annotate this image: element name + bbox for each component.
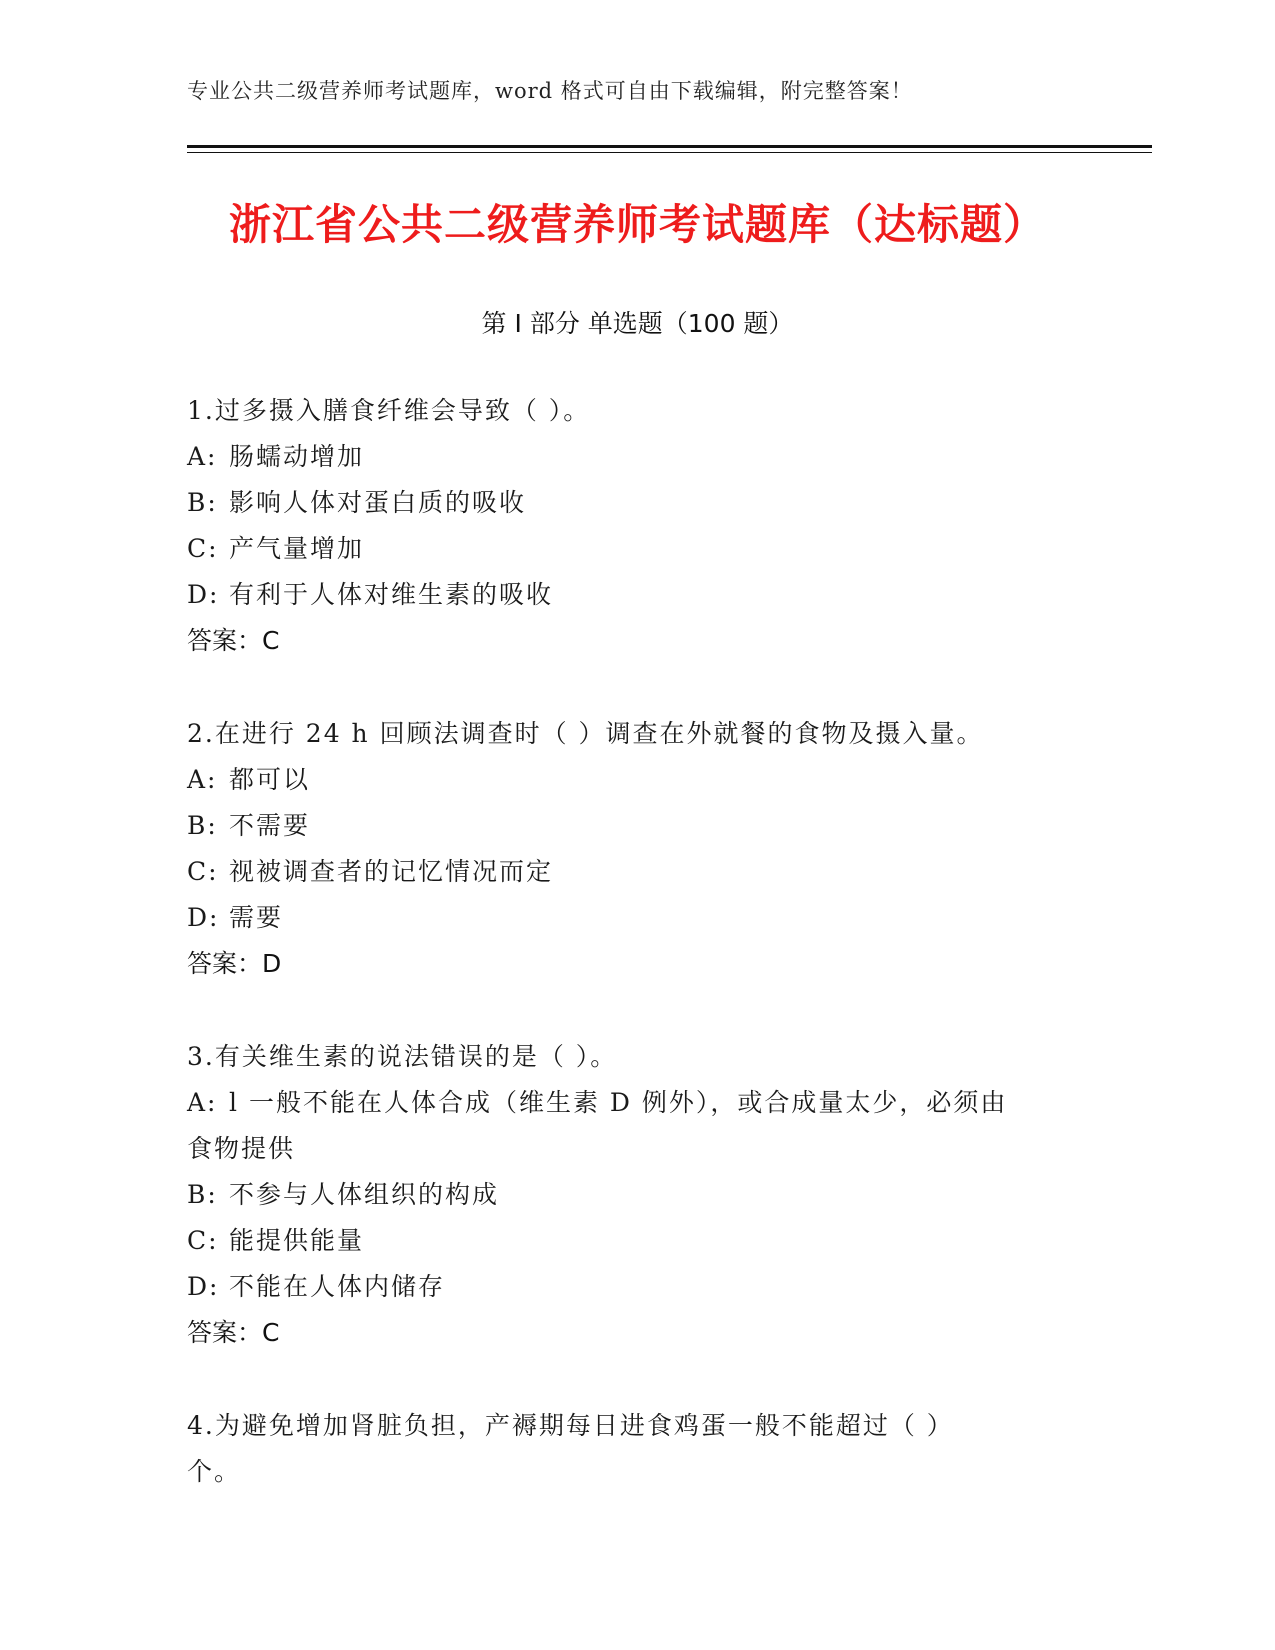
option-letter: A:	[187, 1088, 218, 1117]
answer-label: 答案：	[187, 949, 263, 978]
question-stem: 3.有关维生素的说法错误的是（ ）。	[187, 1042, 618, 1071]
option-letter: C:	[187, 1226, 219, 1255]
answer-value: C	[262, 626, 280, 655]
document-title: 浙江省公共二级营养师考试题库（达标题）	[228, 200, 1046, 249]
question-2	[187, 711, 1067, 987]
option-text: 都可以	[229, 765, 311, 794]
answer-option	[187, 895, 1067, 941]
option-letter: B:	[187, 1180, 218, 1209]
header-rule-thin	[187, 152, 1152, 153]
answer-option	[187, 434, 1067, 480]
answer-option	[187, 803, 1067, 849]
answer-option	[187, 1172, 1067, 1218]
question-list	[187, 388, 1067, 1542]
answer-option	[187, 757, 1067, 803]
answer-label: 答案：	[187, 626, 263, 655]
answer-label: 答案：	[187, 1318, 263, 1347]
option-letter: A:	[187, 442, 218, 471]
option-letter: B:	[187, 488, 218, 517]
option-letter: D:	[187, 903, 220, 932]
option-text: 有利于人体对维生素的吸收	[229, 580, 554, 609]
question-stem: 4.为避免增加肾脏负担，产褥期每日进食鸡蛋一般不能超过（ ）	[187, 1411, 954, 1440]
option-text-continuation: 食物提供	[187, 1134, 296, 1163]
answer-value: C	[262, 1318, 280, 1347]
option-letter: C:	[187, 857, 219, 886]
question-stem: 1.过多摄入膳食纤维会导致（ ）。	[187, 396, 591, 425]
question-1	[187, 388, 1067, 664]
answer-option	[187, 526, 1067, 572]
answer-value: D	[262, 949, 282, 978]
header-rule-thick	[187, 145, 1152, 148]
question-4	[187, 1403, 1067, 1495]
option-text: 肠蠕动增加	[229, 442, 365, 471]
answer-option	[187, 1264, 1067, 1310]
answer-option	[187, 572, 1067, 618]
answer-key	[187, 941, 1067, 987]
question-3	[187, 1034, 1067, 1356]
option-text: 视被调查者的记忆情况而定	[229, 857, 554, 886]
option-letter: D:	[187, 580, 220, 609]
option-text: 能提供能量	[229, 1226, 365, 1255]
option-text: 不需要	[229, 811, 311, 840]
option-text: 不参与人体组织的构成	[229, 1180, 500, 1209]
option-text: l 一般不能在人体合成（维生素 D 例外），或合成量太少，必须由	[229, 1088, 1008, 1117]
option-letter: A:	[187, 765, 218, 794]
question-stem: 2.在进行 24 h 回顾法调查时（ ）调查在外就餐的食物及摄入量。	[187, 719, 984, 748]
option-letter: D:	[187, 1272, 220, 1301]
option-letter: C:	[187, 534, 219, 563]
option-text: 需要	[229, 903, 284, 932]
answer-option	[187, 1218, 1067, 1264]
header-note: 专业公共二级营养师考试题库，word 格式可自由下载编辑，附完整答案！	[187, 79, 913, 103]
section-title: 第 I 部分 单选题（100 题）	[481, 309, 794, 338]
answer-option	[187, 1080, 1067, 1126]
question-stem: 个。	[187, 1457, 242, 1486]
option-text: 不能在人体内储存	[229, 1272, 446, 1301]
option-letter: B:	[187, 811, 218, 840]
option-text: 影响人体对蛋白质的吸收	[229, 488, 527, 517]
answer-option	[187, 849, 1067, 895]
answer-option	[187, 480, 1067, 526]
option-text: 产气量增加	[229, 534, 365, 563]
answer-key	[187, 1310, 1067, 1356]
answer-key	[187, 618, 1067, 664]
